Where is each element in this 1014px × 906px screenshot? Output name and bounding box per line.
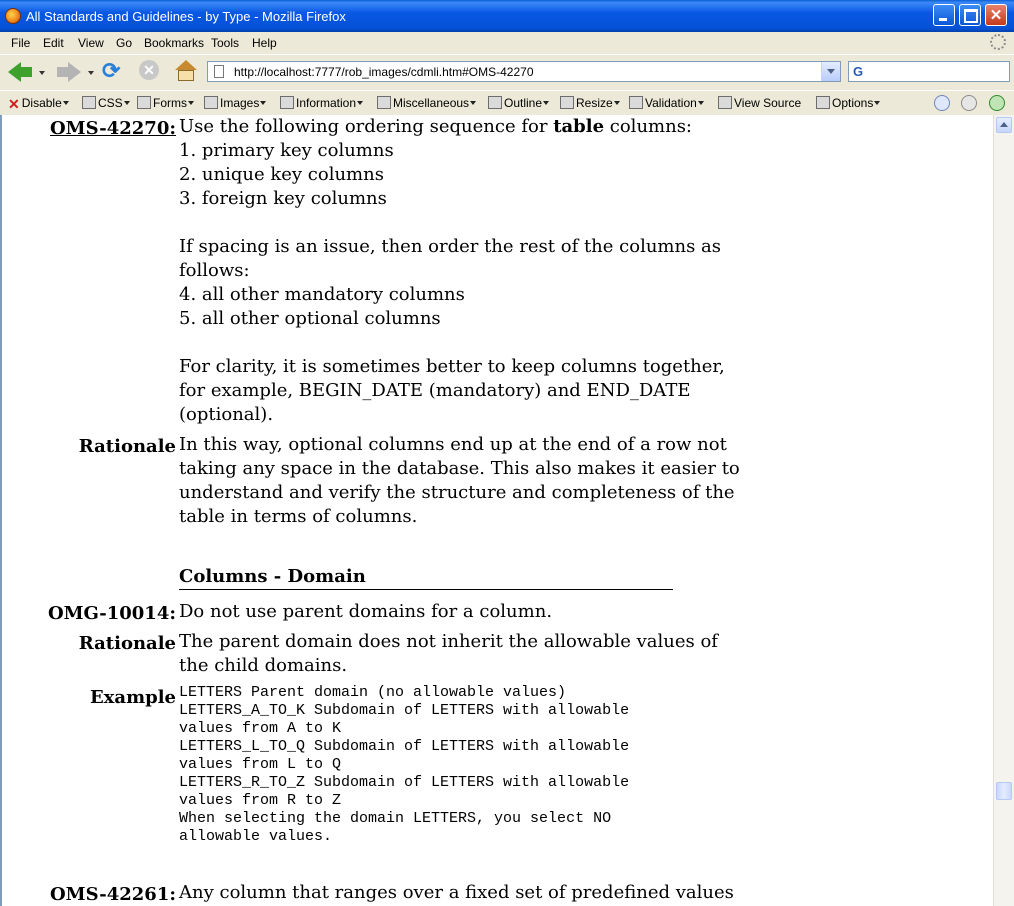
devbar-miscellaneous[interactable]: Miscellaneous bbox=[377, 96, 476, 110]
example-line: LETTERS_R_TO_Z Subdomain of LETTERS with allowable bbox=[179, 774, 630, 791]
devbar-options[interactable]: Options bbox=[816, 96, 880, 110]
section-heading: Columns - Domain bbox=[179, 566, 673, 590]
disable-icon: ✕ bbox=[8, 96, 20, 112]
miscellaneous-icon bbox=[377, 96, 391, 109]
search-input[interactable] bbox=[848, 61, 1010, 82]
rule1-line: (optional). bbox=[179, 404, 274, 425]
example-label: Example bbox=[89, 687, 176, 708]
information-icon bbox=[280, 96, 294, 109]
options-icon bbox=[816, 96, 830, 109]
rule-id-omg-10014: OMG-10014: bbox=[47, 603, 176, 624]
rule1-line: If spacing is an issue, then order the rest of the columns as bbox=[179, 236, 722, 257]
rule3-text: Any column that ranges over a fixed set of predefined values bbox=[179, 882, 734, 903]
close-button[interactable] bbox=[985, 4, 1007, 26]
menu-go[interactable]: Go bbox=[116, 36, 133, 50]
rule1-line: for example, BEGIN_DATE (mandatory) and END_DATE bbox=[179, 380, 691, 401]
scroll-thumb[interactable] bbox=[996, 782, 1012, 800]
settings-icon[interactable] bbox=[961, 95, 977, 111]
example-line: values from L to Q bbox=[179, 756, 342, 773]
back-history-dropdown[interactable] bbox=[39, 71, 45, 75]
resize-icon bbox=[560, 96, 574, 109]
example-line: When selecting the domain LETTERS, you select NO bbox=[179, 810, 612, 827]
devbar-disable[interactable]: ✕ Disable bbox=[8, 96, 69, 110]
css-icon bbox=[82, 96, 96, 109]
vertical-scrollbar[interactable] bbox=[993, 115, 1014, 906]
devbar-view-source[interactable]: View Source bbox=[718, 96, 801, 110]
rationale-line: table in terms of columns. bbox=[179, 506, 418, 527]
rule1-line: For clarity, it is sometimes better to keep columns together, bbox=[179, 356, 725, 377]
rule2-text: Do not use parent domains for a column. bbox=[179, 601, 553, 622]
devbar-forms[interactable]: Forms bbox=[137, 96, 194, 110]
rule1-line: follows: bbox=[179, 260, 250, 281]
menu-bar bbox=[0, 32, 1014, 54]
help-icon[interactable] bbox=[934, 95, 950, 111]
close-icon: ✕ bbox=[989, 7, 1003, 24]
menu-tools[interactable]: Tools bbox=[211, 36, 240, 50]
rule1-line: 1. primary key columns bbox=[179, 140, 394, 161]
menu-help[interactable]: Help bbox=[252, 36, 277, 50]
example-line: values from A to K bbox=[179, 720, 342, 737]
forward-button[interactable] bbox=[57, 59, 81, 85]
rule1-line: Use the following ordering sequence for table columns: bbox=[179, 116, 692, 137]
title-bar bbox=[0, 0, 1014, 32]
devbar-information[interactable]: Information bbox=[280, 96, 363, 110]
devbar-images[interactable]: Images bbox=[204, 96, 266, 110]
url-history-dropdown[interactable] bbox=[821, 62, 840, 81]
images-icon bbox=[204, 96, 218, 109]
example-line: LETTERS Parent domain (no allowable values) bbox=[179, 684, 567, 701]
forms-icon bbox=[137, 96, 151, 109]
rule1-line: 4. all other mandatory columns bbox=[179, 284, 465, 305]
run-icon[interactable] bbox=[989, 95, 1005, 111]
example-line: allowable values. bbox=[179, 828, 333, 845]
devbar-css[interactable]: CSS bbox=[82, 96, 130, 110]
devbar-outline[interactable]: Outline bbox=[488, 96, 549, 110]
rationale-line: In this way, optional columns end up at the end of a row not bbox=[179, 434, 727, 455]
example-line: LETTERS_A_TO_K Subdomain of LETTERS with allowable bbox=[179, 702, 630, 719]
rationale-line: understand and verify the structure and completeness of the bbox=[179, 482, 735, 503]
rationale-line: The parent domain does not inherit the allowable values of bbox=[179, 631, 718, 652]
stop-icon: ✕ bbox=[139, 60, 159, 80]
rule1-line: 2. unique key columns bbox=[179, 164, 384, 185]
forward-history-dropdown[interactable] bbox=[88, 71, 94, 75]
page-viewport bbox=[0, 115, 993, 906]
outline-icon bbox=[488, 96, 502, 109]
url-text[interactable]: http://localhost:7777/rob_images/cdmli.htm#OMS-42270 bbox=[234, 65, 534, 79]
url-bar[interactable] bbox=[207, 61, 841, 82]
firefox-icon bbox=[5, 8, 21, 24]
web-developer-toolbar bbox=[0, 90, 1014, 116]
reload-icon: ⟳ bbox=[102, 58, 121, 83]
maximize-button[interactable] bbox=[959, 4, 981, 26]
rationale-line: the child domains. bbox=[179, 655, 348, 676]
view-source-icon bbox=[718, 96, 732, 109]
menu-edit[interactable]: Edit bbox=[43, 36, 64, 50]
throbber-icon bbox=[990, 34, 1006, 50]
rationale-line: taking any space in the database. This also makes it easier to bbox=[179, 458, 740, 479]
example-line: LETTERS_L_TO_Q Subdomain of LETTERS with allowable bbox=[179, 738, 630, 755]
rationale-label: Rationale bbox=[78, 633, 176, 654]
page-icon bbox=[214, 65, 224, 78]
scroll-up-button[interactable] bbox=[996, 117, 1012, 133]
menu-view[interactable]: View bbox=[78, 36, 104, 50]
reload-button[interactable] bbox=[102, 59, 126, 85]
rule1-line: 5. all other optional columns bbox=[179, 308, 441, 329]
back-button[interactable] bbox=[8, 59, 32, 85]
rule-id-oms-42270[interactable]: OMS-42270: bbox=[50, 118, 176, 139]
validation-icon bbox=[629, 96, 643, 109]
devbar-validation[interactable]: Validation bbox=[629, 96, 704, 110]
menu-bookmarks[interactable]: Bookmarks bbox=[144, 36, 205, 50]
window-title: All Standards and Guidelines - by Type - Mozilla Firefox bbox=[26, 9, 346, 24]
menu-file[interactable]: File bbox=[11, 36, 31, 50]
rationale-label: Rationale bbox=[78, 436, 176, 457]
example-line: values from R to Z bbox=[179, 792, 342, 809]
devbar-resize[interactable]: Resize bbox=[560, 96, 620, 110]
minimize-button[interactable] bbox=[933, 4, 955, 26]
google-search-icon[interactable]: G bbox=[853, 64, 864, 79]
stop-button[interactable] bbox=[138, 59, 162, 85]
rule1-line: 3. foreign key columns bbox=[179, 188, 387, 209]
home-button[interactable] bbox=[174, 59, 198, 85]
rule-id-oms-42261: OMS-42261: bbox=[50, 884, 176, 905]
